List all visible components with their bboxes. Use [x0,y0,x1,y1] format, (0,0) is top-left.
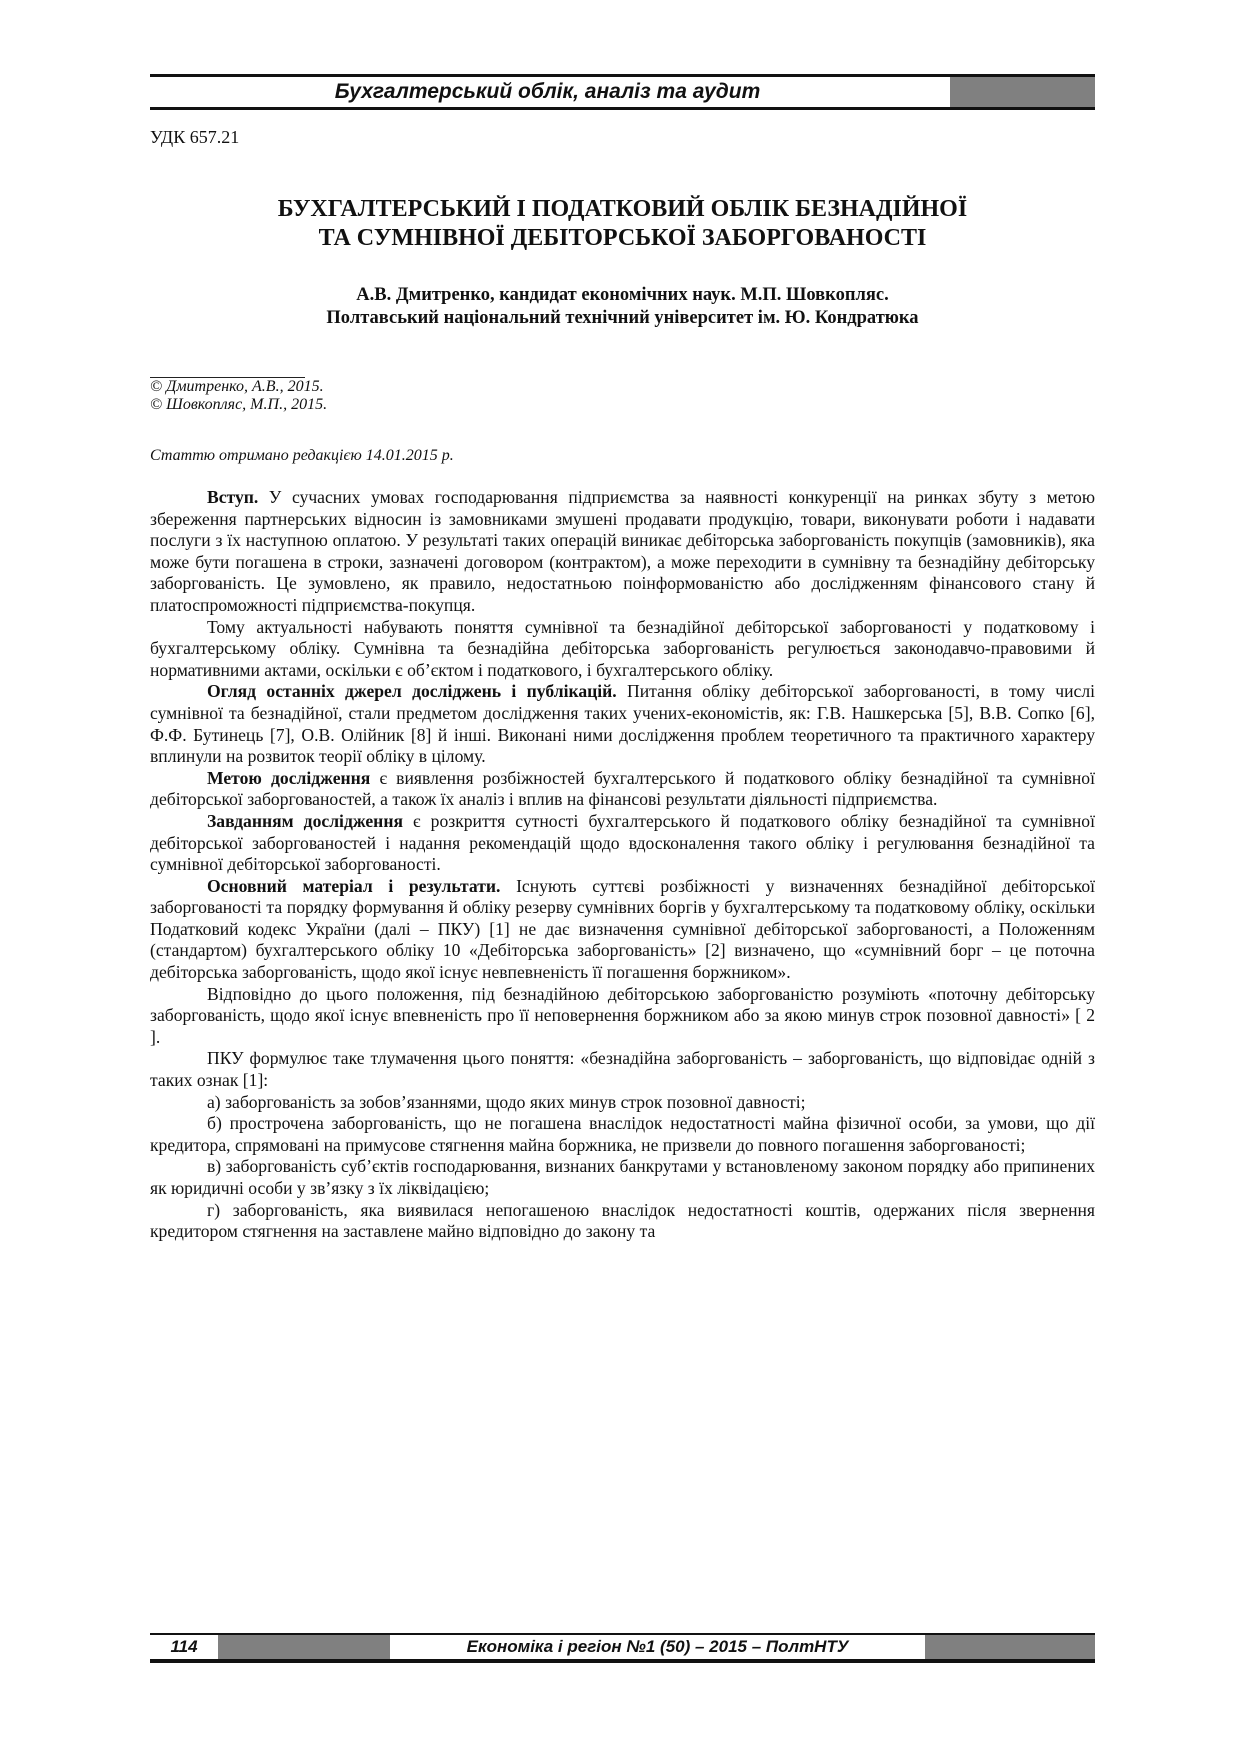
authors-block [150,284,1095,330]
article-title-line-1: БУХГАЛТЕРСЬКИЙ І ПОДАТКОВИЙ ОБЛІК БЕЗНАДІЙНОЇ [277,196,968,222]
section-heading: Завданням дослідження [207,810,403,831]
list-item: б) прострочена заборгованість, що не погашена внаслідок недостатності майна фізичної особи, за умови, що дії кредитора, спрямовані на примусове стягнення майна боржника, не призвели до повного погашення заборгованості; [150,1113,1095,1155]
copyright-notes [150,378,327,414]
article-title-line-2: ТА СУМНІВНОЇ ДЕБІТОРСЬКОЇ ЗАБОРГОВАНОСТІ [318,225,927,251]
running-header-title: Бухгалтерський облік, аналіз та аудит [334,80,761,103]
list-item: а) заборгованість за зобов’язаннями, щодо яких минув строк позовної давності; [207,1091,806,1112]
section-heading: Огляд останніх джерел досліджень і публікацій. [207,681,617,702]
page-number: 114 [170,1637,198,1656]
paragraph-main-material: Основний матеріал і результати. Існують суттєві розбіжності у визначеннях безнадійної дебіторської заборгованості та порядку формування й обліку резерву сумнівних боргів у бухгалтерському та податковому обліку, оскільки Податковий кодекс України (далі – ПКУ) [1] не дає визначення сумнівної дебіторської заборгованості, а Положенням (стандартом) бухгалтерського обліку 10 «Дебіторська заборгованість» [2] визначено, що «сумнівний борг – це поточна дебіторська заборгованість, щодо якої існує невпевненість її погашення боржником». [150,875,1095,983]
affiliation: Полтавський національний технічний університет ім. Ю. Кондратюка [326,308,919,328]
list-item: г) заборгованість, яка виявилася непогашеною внаслідок недостатності коштів, одержаних після звернення кредитором стягнення на заставлене майно відповідно до закону та [150,1199,1095,1242]
paragraph: Тому актуальності набувають поняття сумнівної та безнадійної дебіторської заборгованості у податковому і бухгалтерському обліку. Сумнівна та безнадійна дебіторська заборгованість регулюється законодавчо-правовими й нормативними актами, оскільки є об’єктом і податкового, і бухгалтерського обліку. [150,616,1095,680]
authors-line: А.В. Дмитренко, кандидат економічних наук. М.П. Шовкопляс. [356,285,889,305]
paragraph-research-aim: Метою дослідження є виявлення розбіжностей бухгалтерського й податкового обліку безнадійної та сумнівної дебіторської заборгованостей, а також їх аналіз і вплив на фінансові результати діяльності підприємства. [150,767,1095,810]
header-grey-block [950,77,1095,107]
footer-grey-block-left [218,1635,390,1659]
article-title [150,195,1095,253]
paragraph-introduction: Вступ. У сучасних умовах господарювання підприємства за наявності конкуренції на ринках збуту з метою збереження партнерських відносин із замовниками змушені продавати продукцію, товари, виконувати роботи і надавати послуги з їх наступною оплатою. У результаті таких операцій виникає дебіторська заборгованість покупців (замовників), яка може бути погашена в строки, зазначені договором (контрактом), а може переходити в сумнівну та безнадійну дебіторську заборгованість. Це зумовлено, як правило, недостатньою поінформованістю або дослідженням фінансового стану й платоспроможності підприємства-покупця. [150,487,1095,615]
section-heading: Вступ. [207,487,259,507]
paragraph-literature-review: Огляд останніх джерел досліджень і публікацій. Питання обліку дебіторської заборгованості, в тому числі сумнівної та безнадійної, стали предметом дослідження таких учених-економістів, як: Г.В. Нашкерська [5], В.В. Сопко [6], Ф.Ф. Бутинець [7], О.В. Олійник [8] й інші. Виконані ними дослідження проблем теоретичного та практичного характеру вплинули на розвиток теорії обліку в цілому. [150,681,1095,767]
running-header [150,74,1095,110]
copyright-line: © Дмитренко, А.В., 2015. [150,378,324,395]
article-body [150,487,1095,1243]
received-date: Статтю отримано редакцією 14.01.2015 р. [150,447,454,464]
udc-code: УДК 657.21 [150,127,240,147]
journal-name: Економіка і регіон №1 (50) – 2015 – ПолтНТУ [466,1637,849,1656]
paragraph: Відповідно до цього положення, під безнадійною дебіторською заборгованістю розуміють «поточну дебіторську заборгованість, щодо якої існує впевненість про її неповернення боржником або за якою минув строк позовної давності» [ 2 ]. [150,983,1095,1047]
copyright-line: © Шовкопляс, М.П., 2015. [150,396,328,413]
running-footer [150,1633,1095,1663]
section-heading: Основний матеріал і результати. [207,875,501,896]
section-heading: Метою дослідження [207,767,371,788]
footer-grey-block-right [925,1635,1095,1659]
paragraph: ПКУ формулює таке тлумачення цього поняття: «безнадійна заборгованість – заборгованість, що відповідає одній з таких ознак [1]: [150,1048,1095,1091]
list-item: в) заборгованість суб’єктів господарювання, визнаних банкрутами у встановленому законом порядку або припинених як юридичні особи у зв’язку з їх ліквідацією; [150,1156,1095,1198]
paragraph-research-task: Завданням дослідження є розкриття сутності бухгалтерського й податкового обліку безнадійної та сумнівної дебіторської заборгованостей і надання рекомендацій щодо вдосконалення такого обліку і регулювання безнадійної та сумнівної дебіторської заборгованості. [150,810,1095,875]
